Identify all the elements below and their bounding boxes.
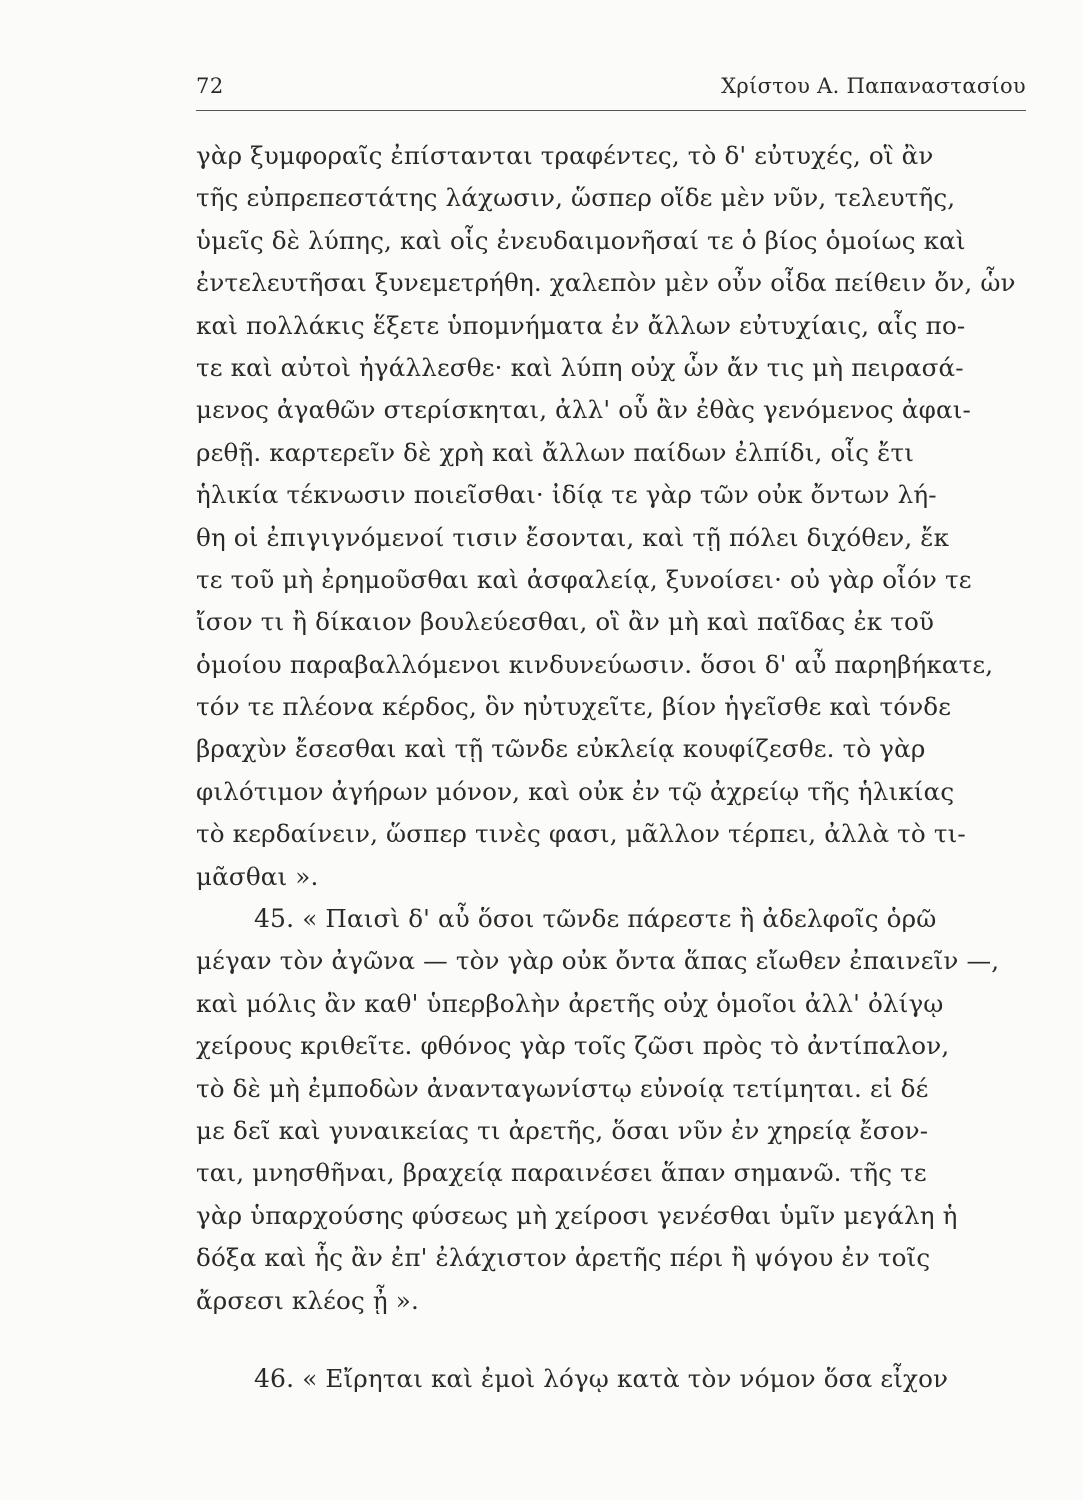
text-line: ται, μνησθῆναι, βραχείᾳ παραινέσει ἅπαν σημανῶ. τῆς τε [196,1158,927,1188]
text-line: ἴσον τι ἢ δίκαιον βουλεύεσθαι, οἳ ἂν μὴ καὶ παῖδας ἐκ τοῦ [196,607,935,637]
text-line: ἡλικία τέκνωσιν ποιεῖσθαι· ἰδίᾳ τε γὰρ τῶν οὐκ ὄντων λή- [196,480,937,510]
text-line: γὰρ ὑπαρχούσης φύσεως μὴ χείροσι γενέσθαι ὑμῖν μεγάλη ἡ [196,1200,958,1230]
section-number: 45. [254,904,295,934]
paragraph-45 [196,898,1036,1322]
text-line: ἄρσεσι κλέος ᾖ ». [196,1285,419,1315]
paragraph-first-line [196,1358,1036,1400]
text-line: τὸ κερδαίνειν, ὥσπερ τινὲς φασι, μᾶλλον τέρπει, ἀλλὰ τὸ τι- [196,819,966,849]
paragraph-first-line [196,898,1036,940]
text-line: « Παισὶ δ' αὖ ὅσοι τῶνδε πάρεστε ἢ ἀδελφοῖς ὁρῶ [302,904,937,934]
text-line: τῆς εὐπρεπεστάτης λάχωσιν, ὥσπερ οἵδε μὲν νῦν, τελευτῆς, [196,183,956,213]
text-line: βραχὺν ἔσεσθαι καὶ τῇ τῶνδε εὐκλείᾳ κουφίζεσθε. τὸ γὰρ [196,734,926,764]
text-line: γὰρ ξυμφοραῖς ἐπίστανται τραφέντες, τὸ δ' εὐτυχές, οἳ ἂν [196,141,934,170]
text-line: φιλότιμον ἀγήρων μόνον, καὶ οὐκ ἐν τῷ ἀχρείῳ τῆς ἡλικίας [196,776,955,806]
text-line: θη οἱ ἐπιγιγνόμενοί τισιν ἔσονται, καὶ τῇ πόλει διχόθεν, ἔκ [196,522,950,552]
text-line: καὶ μόλις ἂν καθ' ὑπερβολὴν ἀρετῆς οὐχ ὁμοῖοι ἀλλ' ὀλίγῳ [196,988,944,1018]
running-head: Χρίστου Α. Παπαναστασίου [721,74,1026,98]
text-line: τόν τε πλέονα κέρδος, ὃν ηὐτυχεῖτε, βίον ἡγεῖσθε καὶ τόνδε [196,692,952,722]
text-line: δόξα καὶ ἧς ἂν ἐπ' ἐλάχιστον ἀρετῆς πέρι ἢ ψόγου ἐν τοῖς [196,1243,931,1273]
text-line: μᾶσθαι ». [196,861,319,891]
text-line: ἐντελευτῆσαι ξυνεμετρήθη. χαλεπὸν μὲν οὖν οἶδα πείθειν ὄν, ὧν [196,268,1016,298]
page-number: 72 [196,74,224,98]
paragraph-46 [196,1358,1036,1400]
paragraph-gap [196,1322,1036,1358]
text-line: τὸ δὲ μὴ ἐμποδὼν ἀνανταγωνίστῳ εὐνοίᾳ τετίμηται. εἰ δέ [196,1073,929,1103]
text-line: μέγαν τὸν ἀγῶνα — τὸν γὰρ οὐκ ὄντα ἅπας εἴωθεν ἐπαινεῖν —, [196,946,1000,976]
text-line: ὑμεῖς δὲ λύπης, καὶ οἷς ἐνευδαιμονῆσαί τε ὁ βίος ὁμοίως καὶ [196,225,966,255]
page-header [196,70,1026,106]
text-line: ρεθῇ. καρτερεῖν δὲ χρὴ καὶ ἄλλων παίδων ἐλπίδι, οἷς ἔτι [196,437,915,467]
body-text [196,135,1036,1400]
section-number: 46. [254,1363,295,1393]
text-line: καὶ πολλάκις ἕξετε ὑπομνήματα ἐν ἄλλων εὐτυχίαις, αἷς πο- [196,310,966,340]
text-line: « Εἴρηται καὶ ἐμοὶ λόγῳ κατὰ τὸν νόμον ὅσα εἶχον [302,1363,949,1393]
paragraph-44-end [196,135,1036,898]
text-line: μενος ἀγαθῶν στερίσκηται, ἀλλ' οὗ ἂν ἐθὰς γενόμενος ἀφαι- [196,395,971,425]
text-line: με δεῖ καὶ γυναικείας τι ἀρετῆς, ὅσαι νῦν ἐν χηρείᾳ ἔσον- [196,1115,929,1145]
text-line: τε τοῦ μὴ ἐρημοῦσθαι καὶ ἀσφαλείᾳ, ξυνοίσει· οὐ γὰρ οἷόν τε [196,564,972,594]
text-line: τε καὶ αὐτοὶ ἠγάλλεσθε· καὶ λύπη οὐχ ὧν ἄν τις μὴ πειρασά- [196,352,964,382]
header-rule [196,110,1026,111]
text-line: χείρους κριθεῖτε. φθόνος γὰρ τοῖς ζῶσι πρὸς τὸ ἀντίπαλον, [196,1031,950,1061]
text-line: ὁμοίου παραβαλλόμενοι κινδυνεύωσιν. ὅσοι δ' αὖ παρηβήκατε, [196,649,994,679]
